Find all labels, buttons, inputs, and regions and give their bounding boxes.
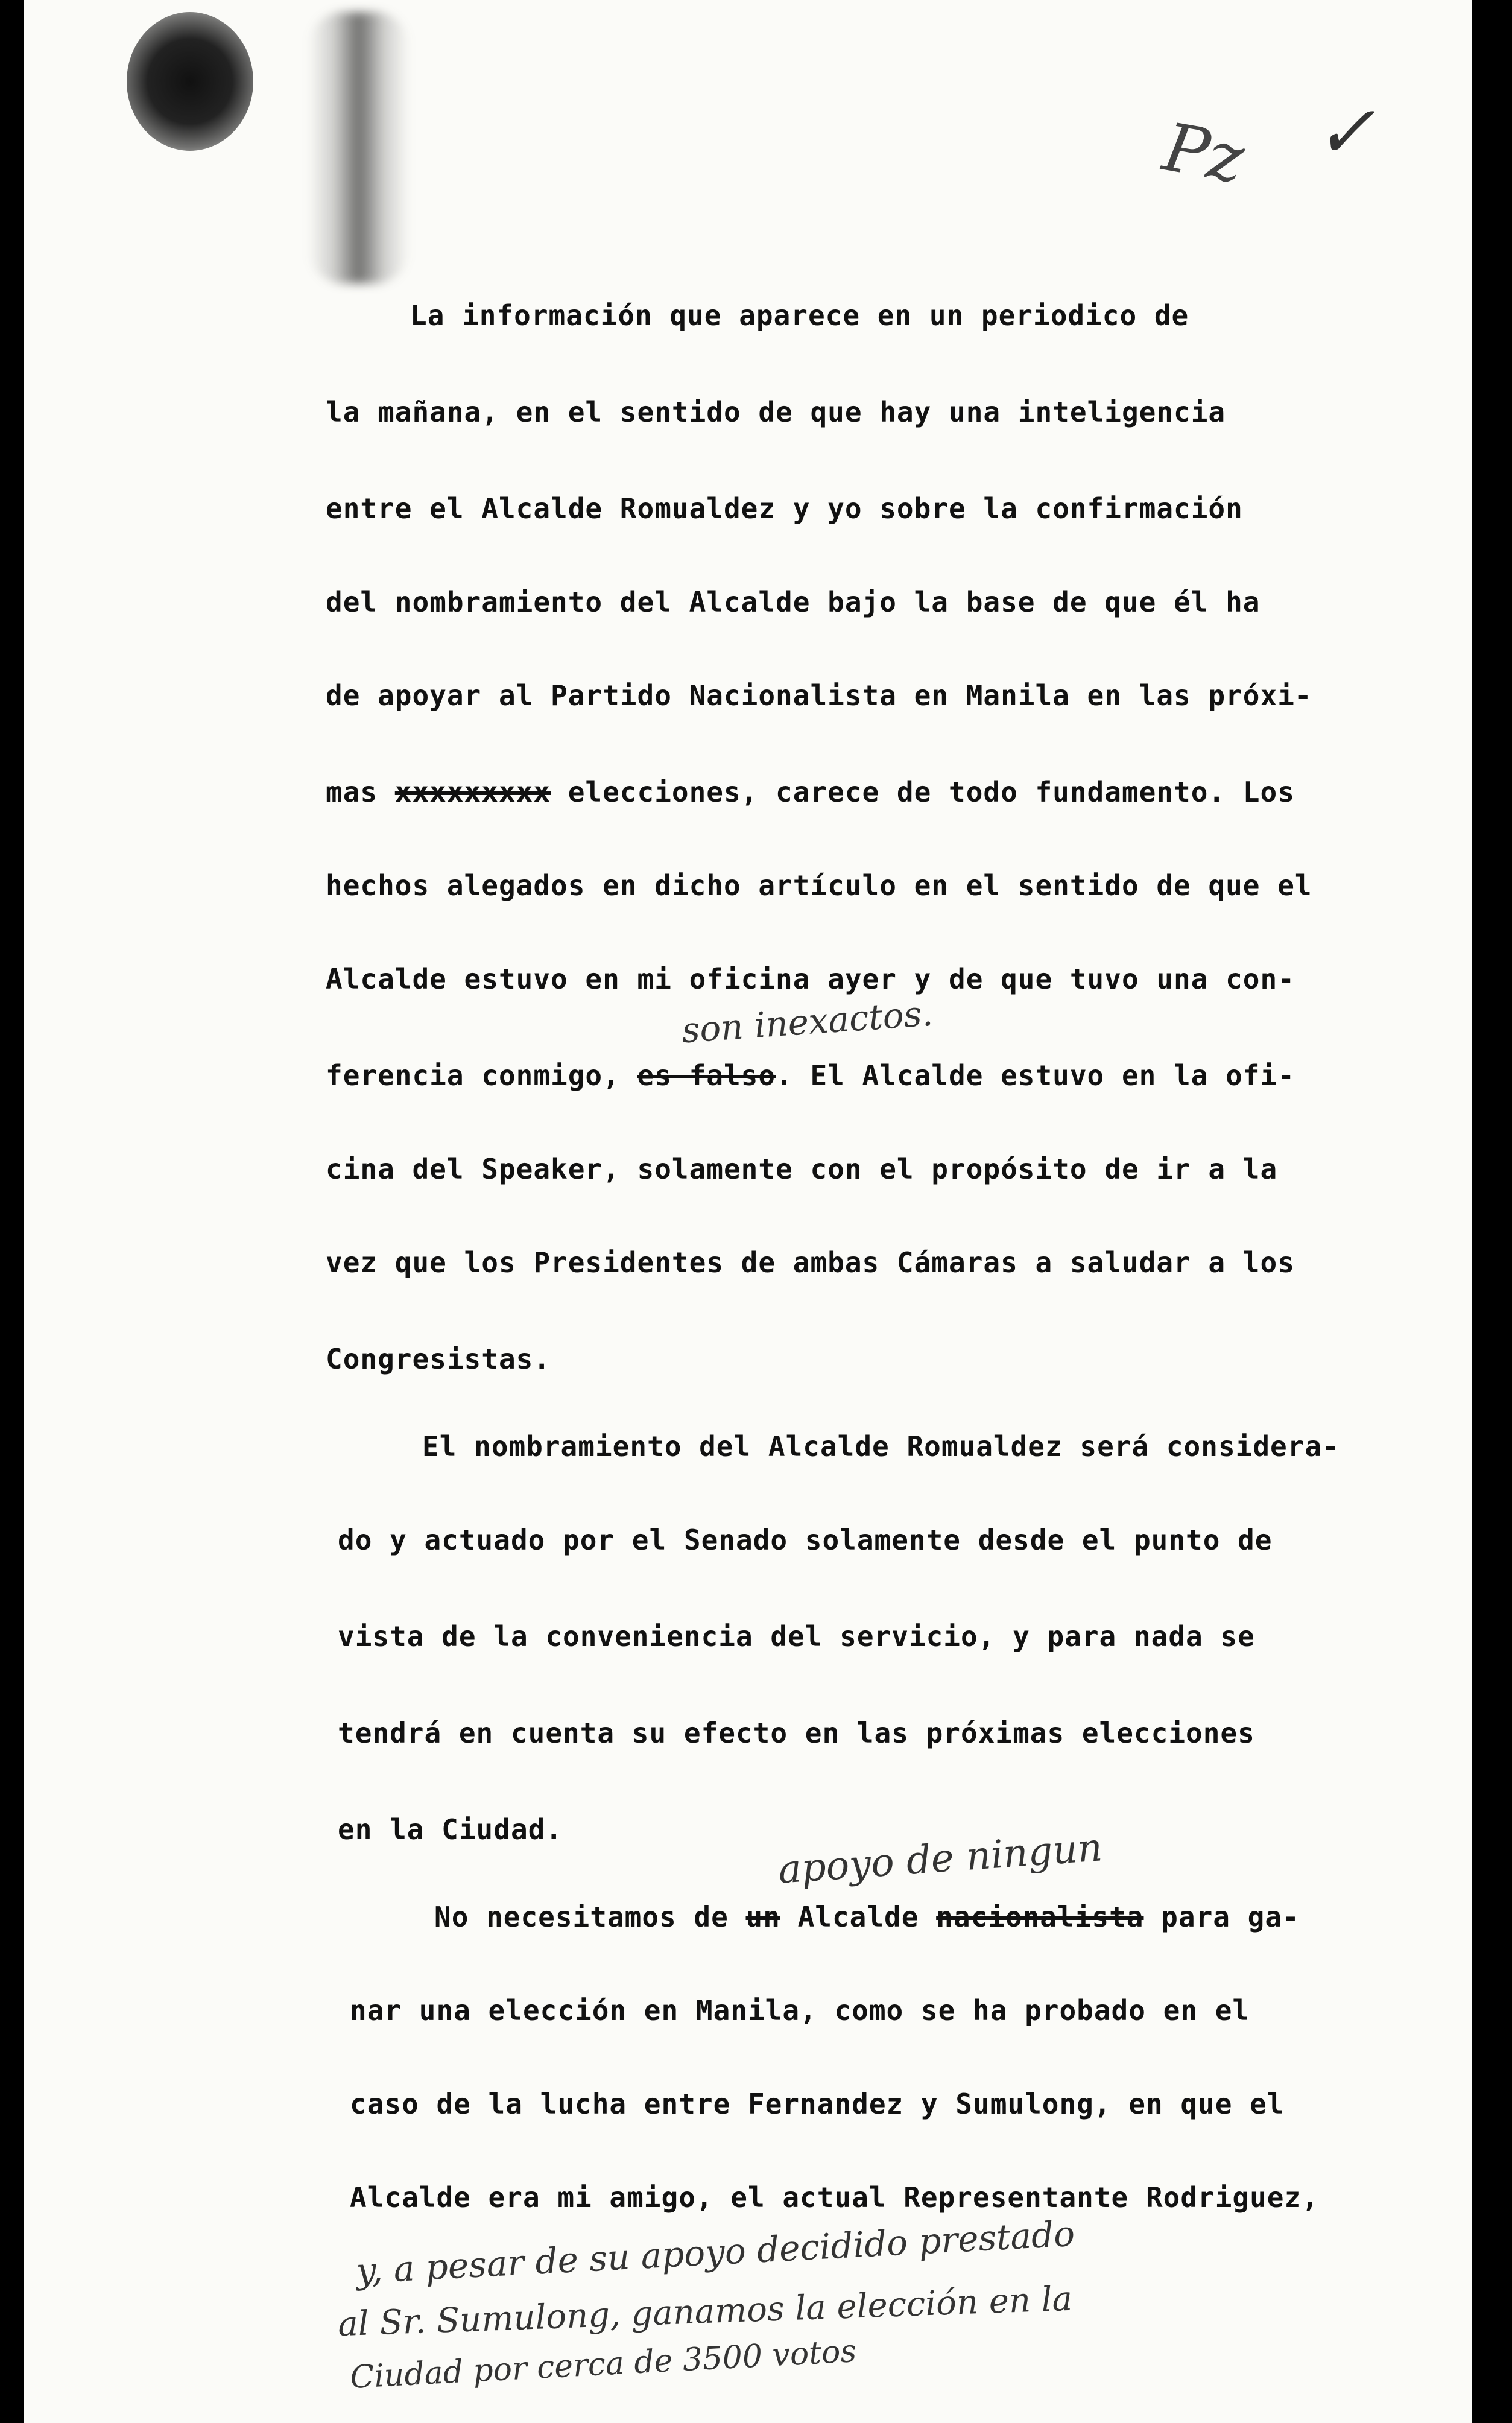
text-line: del nombramiento del Alcalde bajo la base de que él ha [326,586,1261,618]
text-line: tendrá en cuenta su efecto en las próximas elecciones [338,1717,1255,1749]
text-segment: Alcalde [780,1901,937,1933]
text-segment: No necesitamos de [434,1901,746,1933]
struck-text: nacionalista [936,1901,1144,1933]
text-line: Alcalde era mi amigo, el actual Representante Rodriguez, [350,2181,1319,2214]
text-line: de apoyar al Partido Nacionalista en Manila en las próxi- [326,679,1312,712]
handwritten-insertion: son inexactos. [680,992,934,1051]
text-line: Congresistas. [326,1343,551,1375]
handwritten-check-mark: ✓ [1315,90,1376,174]
struck-text: un [745,1901,780,1933]
text-line: entre el Alcalde Romualdez y yo sobre la confirmación [326,492,1243,525]
text-line: nar una elección en Manila, como se ha probado en el [350,1994,1250,2027]
text-line: La información que aparece en un periodico de [410,299,1189,332]
text-segment: ferencia conmigo, [326,1059,637,1092]
text-segment: . El Alcalde estuvo en la ofi- [776,1059,1295,1092]
text-line: caso de la lucha entre Fernandez y Sumulong, en que el [350,2088,1285,2120]
text-line: cina del Speaker, solamente con el propósito de ir a la [326,1153,1278,1185]
text-segment: para ga- [1143,1901,1300,1933]
text-line: vez que los Presidentes de ambas Cámaras a saludar a los [326,1246,1295,1279]
handwritten-note-line: y, a pesar de su apoyo decidido prestado [355,2212,1076,2292]
text-line: do y actuado por el Senado solamente desde el punto de [338,1524,1273,1556]
text-line [434,1903,1300,1931]
handwritten-corner-note: Pz [1157,108,1250,198]
text-line: la mañana, en el sentido de que hay una inteligencia [326,396,1226,428]
struck-text: xxxxxxxxx [394,776,551,808]
handwritten-note-line: al Sr. Sumulong, ganamos la elección en la [337,2279,1074,2345]
handwritten-note-line: Ciudad por cerca de 3500 votos [349,2333,858,2396]
text-segment: elecciones, carece de todo fundamento. Los [551,776,1295,808]
text-line: Alcalde estuvo en mi oficina ayer y de que tuvo una con- [326,963,1295,995]
document-page [24,0,1472,2423]
handwritten-insertion: apoyo de ningun [777,1825,1104,1893]
text-line: en la Ciudad. [338,1813,563,1846]
fingerprint-smudge [308,12,410,283]
text-line: El nombramiento del Alcalde Romualdez será considera- [422,1430,1340,1463]
text-line [326,778,1295,806]
text-line: hechos alegados en dicho artículo en el sentido de que el [326,869,1312,902]
ink-smudge [127,12,253,151]
text-line: vista de la conveniencia del servicio, y para nada se [338,1620,1255,1653]
text-line [326,1059,1295,1092]
struck-text: es falso [637,1059,776,1092]
text-segment: mas [326,776,395,808]
